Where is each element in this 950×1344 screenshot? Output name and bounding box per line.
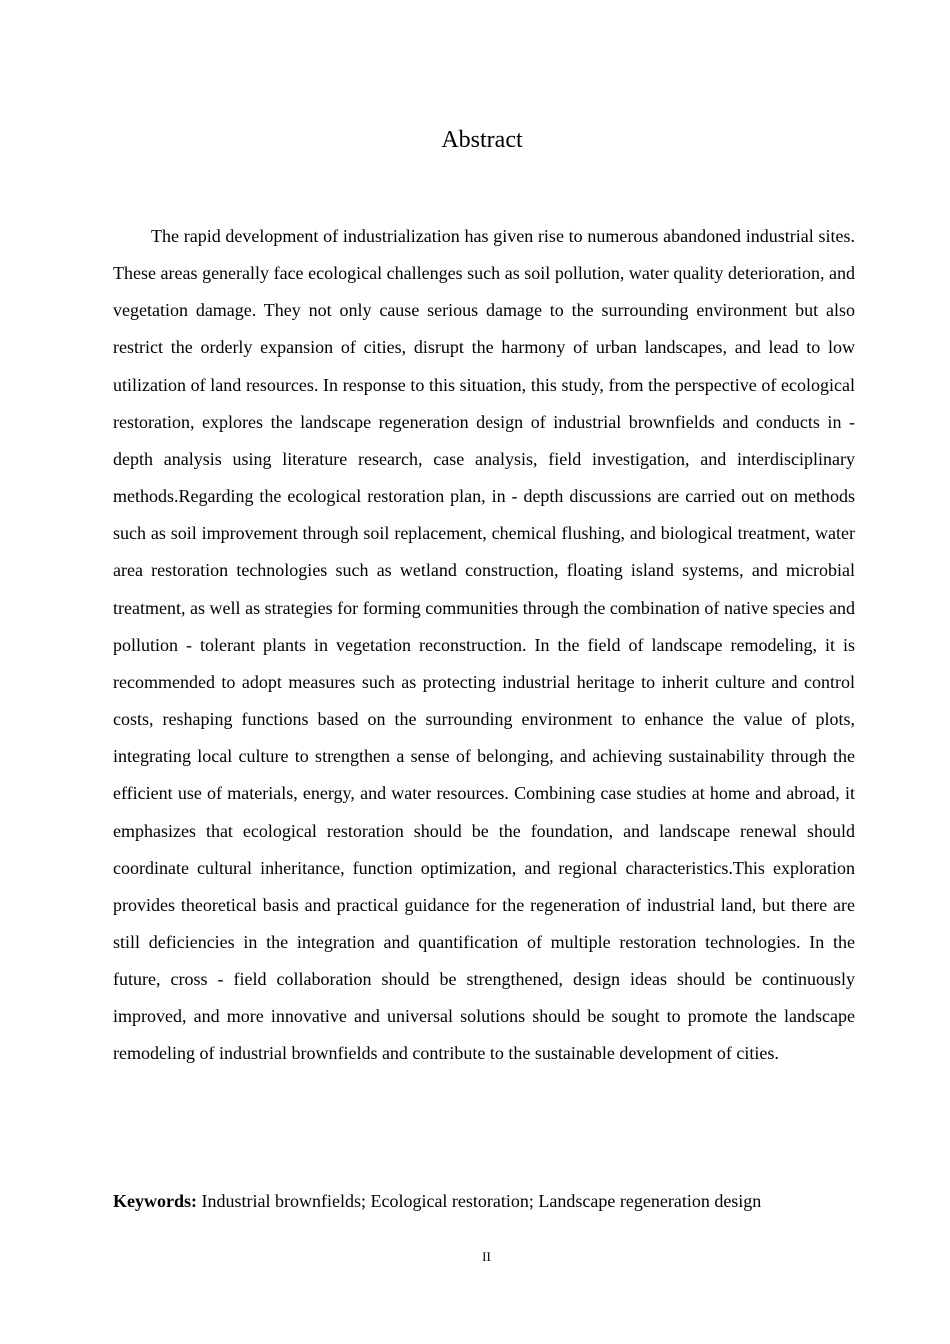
keywords-line [113,1185,873,1217]
keywords-label: Keywords: [113,1191,197,1211]
page-number: II [482,1249,491,1264]
abstract-title: Abstract [441,127,523,153]
keywords-text: Industrial brownfields; Ecological restoration; Landscape regeneration design [197,1191,762,1211]
abstract-body: The rapid development of industrialization has given rise to numerous abandoned industrial sites. These areas generally face ecological challenges such as soil pollution, water quality deterioration, and vegetation damage. They not only cause serious damage to the surrounding environment but also restrict the orderly expansion of cities, disrupt the harmony of urban landscapes, and lead to low utilization of land resources. In response to this situation, this study, from the perspective of ecological restoration, explores the landscape regeneration design of industrial brownfields and conducts in - depth analysis using literature research, case analysis, field investigation, and interdisciplinary methods.Regarding the ecological restoration plan, in - depth discussions are carried out on methods such as soil improvement through soil replacement, chemical flushing, and biological treatment, water area restoration technologies such as wetland construction, floating island systems, and microbial treatment, as well as strategies for forming communities through the combination of native species and pollution - tolerant plants in vegetation reconstruction. In the field of landscape remodeling, it is recommended to adopt measures such as protecting industrial heritage to inherit culture and control costs, reshaping functions based on the surrounding environment to enhance the value of plots, integrating local culture to strengthen a sense of belonging, and achieving sustainability through the efficient use of materials, energy, and water resources. Combining case studies at home and abroad, it emphasizes that ecological restoration should be the foundation, and landscape renewal should coordinate cultural inheritance, function optimization, and regional characteristics.This exploration provides theoretical basis and practical guidance for the regeneration of industrial land, but there are still deficiencies in the integration and quantification of multiple restoration technologies. In the future, cross - field collaboration should be strengthened, design ideas should be continuously improved, and more innovative and universal solutions should be sought to promote the landscape remodeling of industrial brownfields and contribute to the sustainable development of cities. [113,226,855,1064]
